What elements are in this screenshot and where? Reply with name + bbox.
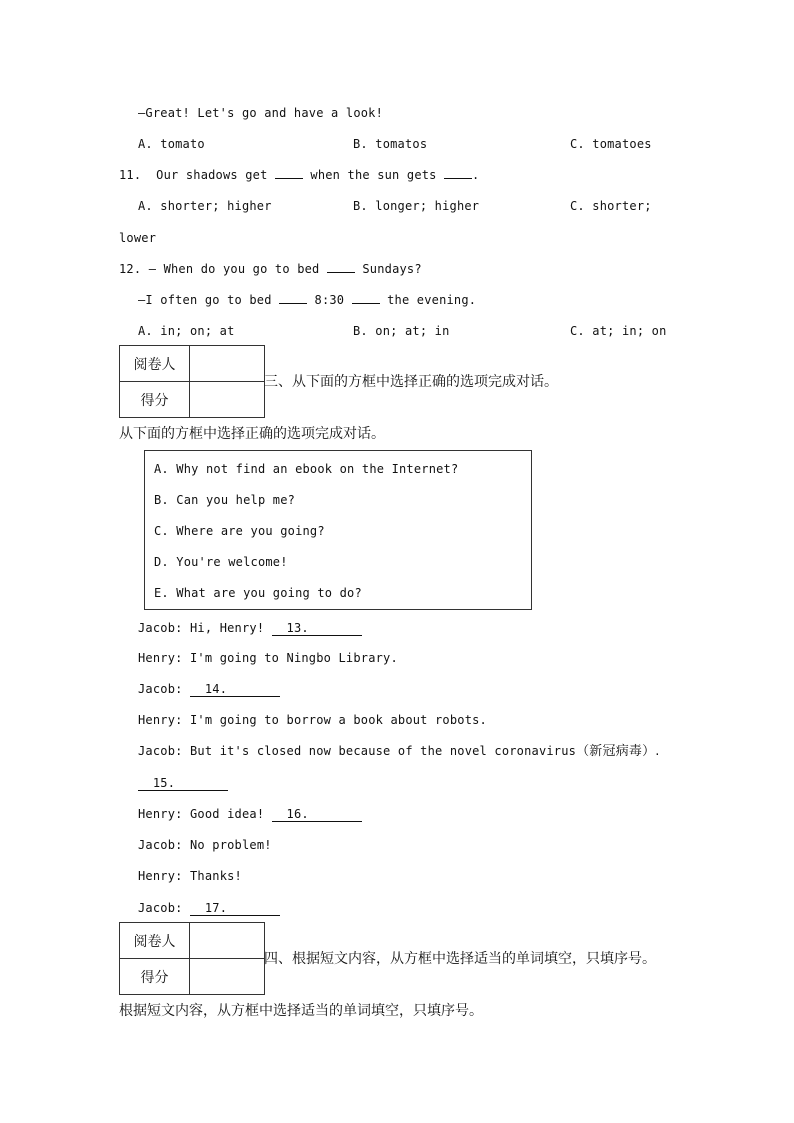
q12-line1-b: Sundays? bbox=[362, 262, 422, 276]
dialogue-speaker: Jacob: bbox=[138, 682, 183, 696]
section-3-instruction: 从下面的方框中选择正确的选项完成对话。 bbox=[119, 426, 385, 442]
score-label: 得分 bbox=[120, 959, 190, 995]
dialogue-line bbox=[138, 806, 362, 822]
section-4-instruction: 根据短文内容，从方框中选择适当的单词填空，只填序号。 bbox=[119, 1003, 483, 1019]
dialogue-text: But it's closed now because of the novel coronavirus bbox=[190, 744, 577, 758]
q11-option-a: A. shorter; higher bbox=[138, 199, 272, 213]
answer-blank-17[interactable] bbox=[190, 901, 280, 916]
q10-answer-line: —Great! Let's go and have a look! bbox=[138, 106, 384, 120]
q12-blank-3 bbox=[352, 303, 380, 304]
q12-line1-a: — When do you go to bed bbox=[148, 262, 320, 276]
q12-line2-b: 8:30 bbox=[314, 293, 345, 307]
score-table-section-3 bbox=[119, 345, 265, 418]
q12-line2-a: —I often go to bed bbox=[138, 293, 272, 307]
q11-stem bbox=[119, 167, 479, 183]
blank-number: 17. bbox=[204, 901, 228, 915]
q12-line-1 bbox=[119, 261, 422, 277]
choice-a: A. Why not find an ebook on the Internet? bbox=[154, 462, 459, 476]
reviewer-cell bbox=[190, 346, 265, 382]
section-4-heading: 四、根据短文内容，从方框中选择适当的单词填空，只填序号。 bbox=[264, 951, 656, 967]
choice-b: B. Can you help me? bbox=[154, 493, 296, 507]
dialogue-line bbox=[138, 868, 242, 884]
q12-option-c: C. at; in; on bbox=[570, 324, 667, 338]
blank-number: 16. bbox=[286, 807, 309, 821]
q11-number: 11. bbox=[119, 168, 142, 182]
dialogue-speaker: Jacob: bbox=[138, 621, 183, 635]
choice-d: D. You're welcome! bbox=[154, 555, 288, 569]
dialogue-line bbox=[138, 837, 272, 853]
answer-blank-15[interactable] bbox=[138, 776, 228, 791]
q11-option-c-wrap: lower bbox=[119, 231, 157, 245]
dialogue-text: I'm going to borrow a book about robots. bbox=[190, 713, 487, 727]
choice-e: E. What are you going to do? bbox=[154, 586, 362, 600]
dialogue-text: Thanks! bbox=[190, 869, 242, 883]
dialogue-gloss: （新冠病毒）. bbox=[576, 744, 660, 759]
dialogue-line bbox=[138, 620, 362, 636]
score-cell bbox=[190, 382, 265, 418]
score-table-section-4 bbox=[119, 922, 265, 995]
q12-blank-1 bbox=[327, 272, 355, 273]
dialogue-line bbox=[138, 775, 228, 791]
blank-number: 14. bbox=[204, 682, 228, 696]
dialogue-speaker: Henry: bbox=[138, 651, 183, 665]
dialogue-speaker: Jacob: bbox=[138, 901, 183, 915]
q10-option-a: A. tomato bbox=[138, 137, 205, 151]
q12-option-a: A. in; on; at bbox=[138, 324, 235, 338]
q11-stem-a: Our shadows get bbox=[156, 168, 268, 182]
q10-option-c: C. tomatoes bbox=[570, 137, 652, 151]
score-cell bbox=[190, 959, 265, 995]
dialogue-speaker: Henry: bbox=[138, 713, 183, 727]
answer-blank-13[interactable] bbox=[272, 621, 362, 636]
q12-option-b: B. on; at; in bbox=[353, 324, 450, 338]
dialogue-text: I'm going to Ningbo Library. bbox=[190, 651, 398, 665]
q12-number: 12. bbox=[119, 262, 142, 276]
answer-blank-14[interactable] bbox=[190, 682, 280, 697]
q12-line-2 bbox=[138, 292, 476, 308]
blank-number: 15. bbox=[152, 776, 176, 790]
q12-blank-2 bbox=[279, 303, 307, 304]
q12-line2-c: the evening. bbox=[387, 293, 477, 307]
dialogue-line bbox=[138, 743, 660, 760]
dialogue-line bbox=[138, 900, 280, 916]
dialogue-speaker: Jacob: bbox=[138, 744, 183, 758]
dialogue-text: Hi, Henry! bbox=[190, 621, 265, 635]
score-label: 得分 bbox=[120, 382, 190, 418]
q11-option-c: C. shorter; bbox=[570, 199, 652, 213]
q11-blank-2 bbox=[444, 178, 472, 179]
dialogue-speaker: Henry: bbox=[138, 807, 183, 821]
choice-c: C. Where are you going? bbox=[154, 524, 325, 538]
q11-stem-b: when the sun gets bbox=[310, 168, 437, 182]
reviewer-label: 阅卷人 bbox=[120, 346, 190, 382]
blank-number: 13. bbox=[286, 621, 309, 635]
section-3-heading: 三、从下面的方框中选择正确的选项完成对话。 bbox=[264, 374, 558, 390]
q11-option-b: B. longer; higher bbox=[353, 199, 480, 213]
dialogue-text: No problem! bbox=[190, 838, 272, 852]
dialogue-speaker: Jacob: bbox=[138, 838, 183, 852]
dialogue-speaker: Henry: bbox=[138, 869, 183, 883]
q11-blank-1 bbox=[275, 178, 303, 179]
q11-stem-end: . bbox=[472, 168, 480, 182]
reviewer-cell bbox=[190, 923, 265, 959]
reviewer-label: 阅卷人 bbox=[120, 923, 190, 959]
dialogue-line bbox=[138, 681, 280, 697]
dialogue-line bbox=[138, 712, 487, 728]
q10-option-b: B. tomatos bbox=[353, 137, 428, 151]
dialogue-text: Good idea! bbox=[190, 807, 265, 821]
answer-blank-16[interactable] bbox=[272, 807, 362, 822]
dialogue-line bbox=[138, 650, 398, 666]
